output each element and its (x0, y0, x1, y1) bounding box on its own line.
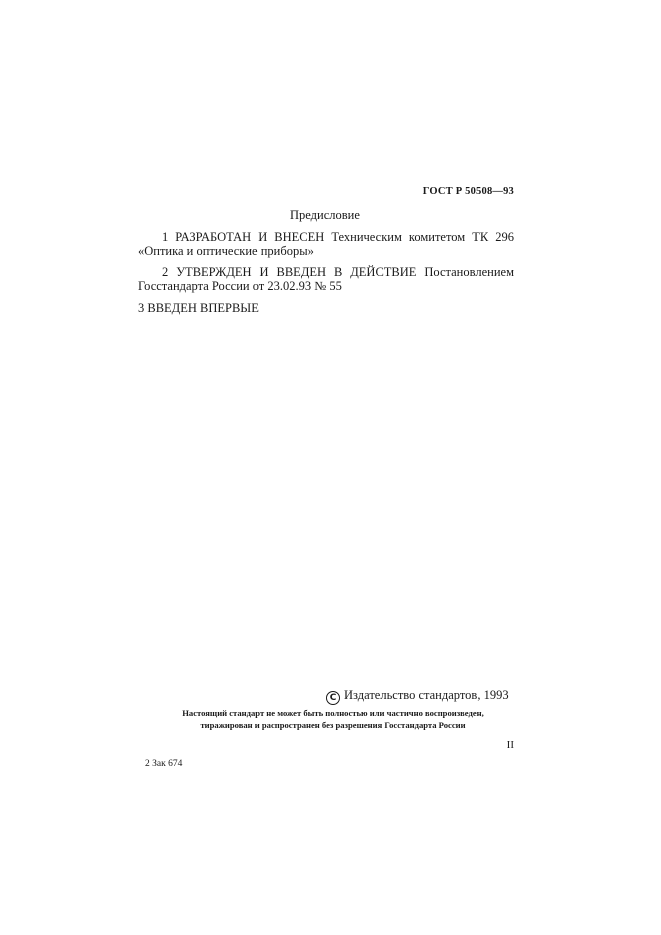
reproduction-notice (150, 707, 516, 731)
foreword-title: Предисловие (290, 208, 360, 222)
foreword-item-1 (138, 230, 514, 258)
order-number: 2 Зак 674 (145, 759, 183, 769)
foreword-item-2-line1: 2 УТВЕРЖДЕН И ВВЕДЕН В ДЕЙСТВИЕ Постановлением (162, 265, 514, 279)
foreword-item-1-line2: «Оптика и оптические приборы» (138, 244, 314, 258)
foreword-item-1-line1: 1 РАЗРАБОТАН И ВНЕСЕН Техническим комитетом ТК 296 (162, 230, 514, 244)
foreword-item-2-line2: Госстандарта России от 23.02.93 № 55 (138, 279, 342, 293)
document-code: ГОСТ Р 50508—93 (422, 186, 514, 197)
copyright-line (326, 688, 509, 705)
foreword-item-3: 3 ВВЕДЕН ВПЕРВЫЕ (138, 301, 259, 315)
notice-line-2: тиражирован и распространен без разрешения Госстандарта России (200, 720, 466, 730)
page-number: II (506, 739, 514, 751)
copyright-text: Издательство стандартов, 1993 (344, 688, 509, 702)
notice-line-1: Настоящий стандарт не может быть полностью или частично воспроизведен, (182, 708, 484, 718)
foreword-item-2 (138, 265, 514, 293)
copyright-icon: C (326, 691, 340, 705)
